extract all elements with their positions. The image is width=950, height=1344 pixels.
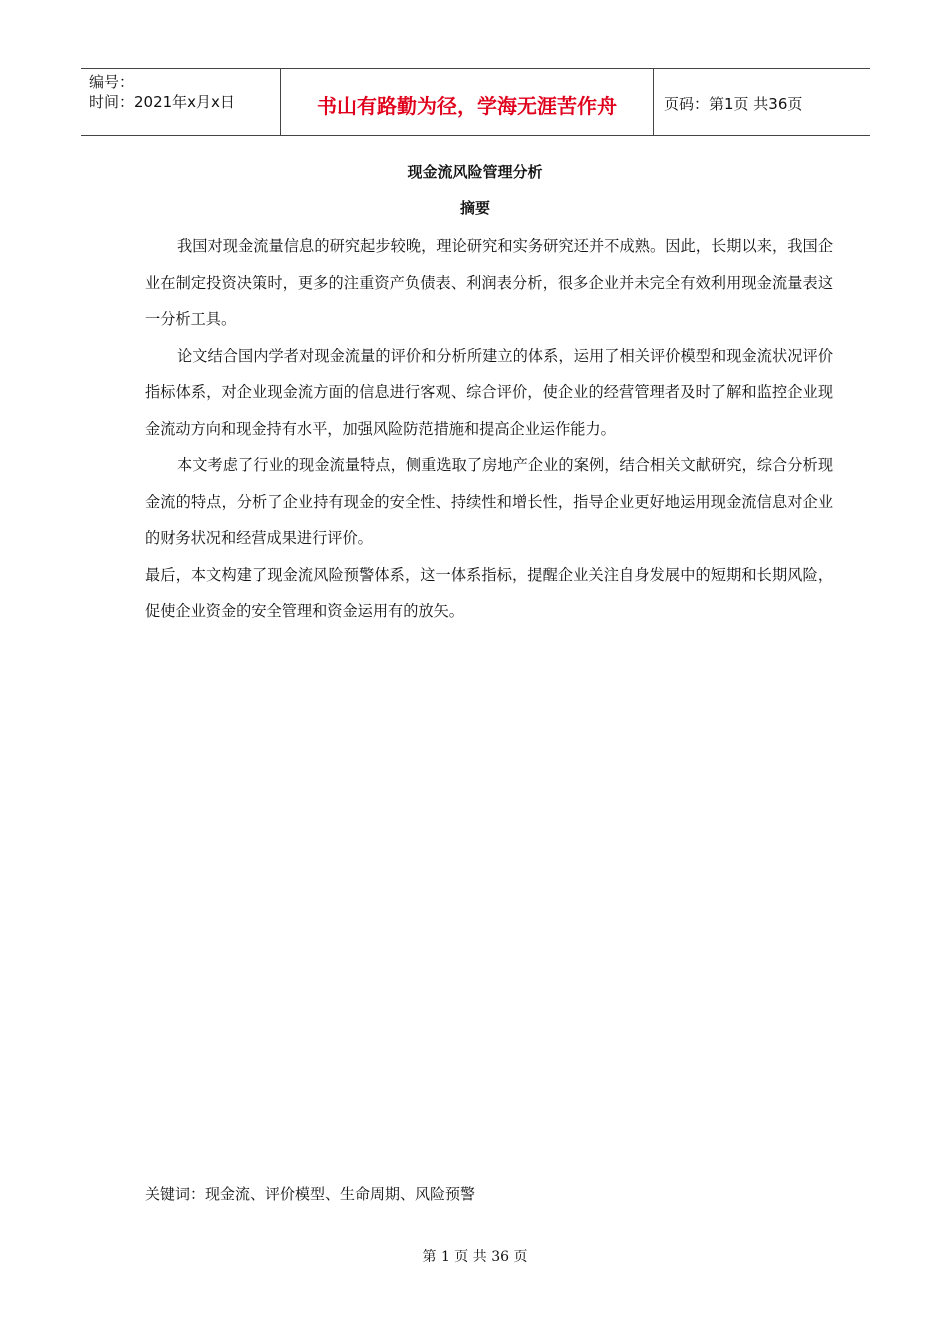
document-time-label: 时间：2021年x月x日 — [89, 93, 235, 111]
document-title: 现金流风险管理分析 — [407, 163, 543, 181]
header-page-info: 页码：第1页 共36页 — [664, 94, 803, 113]
abstract-body — [145, 228, 833, 630]
header-motto: 书山有路勤为径，学海无涯苦作舟 — [281, 69, 654, 135]
abstract-paragraph-3: 本文考虑了行业的现金流量特点，侧重选取了房地产企业的案例，结合相关文献研究，综合分析现金流的特点，分析了企业持有现金的安全性、持续性和增长性，指导企业更好地运用现金流信息对企业的财务状况和经营成果进行评价。 — [145, 456, 833, 547]
document-header-table — [81, 68, 870, 136]
abstract-paragraph-1: 我国对现金流量信息的研究起步较晚，理论研究和实务研究还并不成熟。因此，长期以来，我国企业在制定投资决策时，更多的注重资产负债表、利润表分析，很多企业并未完全有效利用现金流量表这一分析工具。 — [145, 237, 833, 328]
abstract-paragraph-4: 最后，本文构建了现金流风险预警体系，这一体系指标，提醒企业关注自身发展中的短期和长期风险，促使企业资金的安全管理和资金运用有的放矢。 — [145, 565, 833, 620]
abstract-heading: 摘要 — [459, 199, 490, 217]
header-left-cell — [81, 69, 281, 135]
abstract-paragraph-2: 论文结合国内学者对现金流量的评价和分析所建立的体系，运用了相关评价模型和现金流状况评价指标体系，对企业现金流方面的信息进行客观、综合评价，使企业的经营管理者及时了解和监控企业现金流动方向和现金持有水平，加强风险防范措施和提高企业运作能力。 — [145, 346, 833, 438]
document-number-label: 编号： — [89, 73, 135, 91]
page-footer: 第 1 页 共 36 页 — [422, 1249, 528, 1265]
keywords-line: 关键词：现金流、评价模型、生命周期、风险预警 — [145, 1185, 476, 1203]
